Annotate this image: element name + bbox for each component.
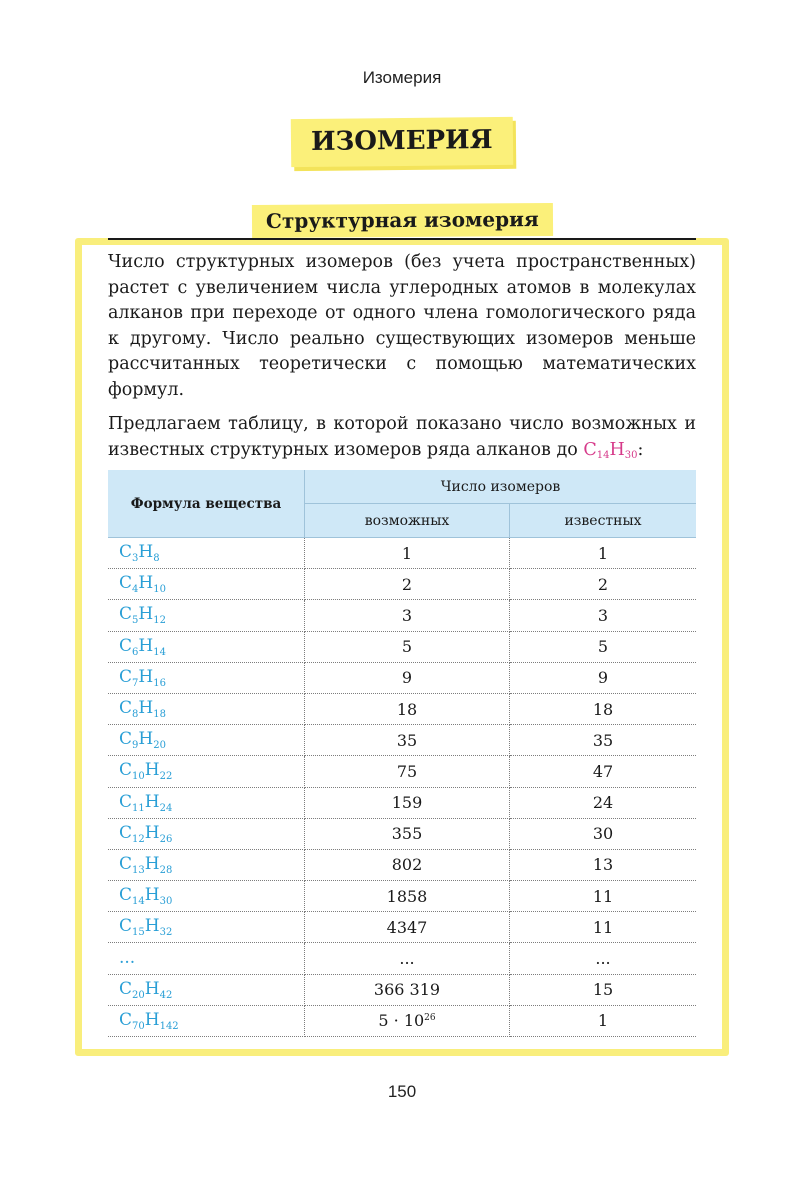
known-cell: 15 bbox=[510, 974, 696, 1005]
known-cell: 1 bbox=[510, 1005, 696, 1036]
known-cell: 30 bbox=[510, 818, 696, 849]
formula-cell: $C_{70}H_{142}$ bbox=[108, 1005, 305, 1036]
table-row bbox=[108, 881, 696, 912]
section-rule bbox=[108, 238, 696, 240]
paragraph-2-text: Предлагаем таблицу, в которой показано число возможных и известных структурных изомеров ряда алканов до bbox=[108, 414, 696, 460]
table-row bbox=[108, 787, 696, 818]
table-row bbox=[108, 538, 696, 569]
chapter-title: ИЗОМЕРИЯ bbox=[291, 117, 513, 167]
known-cell: 24 bbox=[510, 787, 696, 818]
formula-cell: ... bbox=[108, 943, 305, 974]
table-row bbox=[108, 943, 696, 974]
possible-cell: 355 bbox=[305, 818, 510, 849]
formula-cell: $C_5H_{12}$ bbox=[108, 600, 305, 631]
known-cell: 2 bbox=[510, 569, 696, 600]
possible-cell: 3 bbox=[305, 600, 510, 631]
paragraph-2: Предлагаем таблицу, в которой показано число возможных и известных структурных изомеров ряда алканов до $C_{14}H_{30}$: bbox=[108, 414, 696, 461]
table-row bbox=[108, 974, 696, 1005]
formula-cell: $C_{12}H_{26}$ bbox=[108, 818, 305, 849]
header-possible: возможных bbox=[305, 504, 510, 538]
formula-cell: $C_{15}H_{32}$ bbox=[108, 912, 305, 943]
running-head: Изомерия bbox=[362, 68, 442, 87]
table-row bbox=[108, 569, 696, 600]
paragraph-1: Число структурных изомеров (без учета пространственных) растет с увеличением числа углеродных атомов в молекулах алканов при переходе от одного члена гомологического ряда к другому. Число реально существующих изомеров меньше рассчитанных теоретически с помощью математических формул. bbox=[108, 252, 696, 400]
formula-cell: $C_9H_{20}$ bbox=[108, 725, 305, 756]
section-title: Структурная изомерия bbox=[252, 203, 553, 238]
formula-c14h30: $C_{14}H_{30}$ bbox=[583, 439, 638, 461]
formula-cell: $C_{14}H_{30}$ bbox=[108, 881, 305, 912]
known-cell: 5 bbox=[510, 631, 696, 662]
header-count: Число изомеров bbox=[305, 470, 697, 504]
possible-cell: 1 bbox=[305, 538, 510, 569]
header-known: известных bbox=[510, 504, 696, 538]
known-cell: 1 bbox=[510, 538, 696, 569]
possible-cell: ... bbox=[305, 943, 510, 974]
known-cell: 18 bbox=[510, 693, 696, 724]
possible-cell: 5 bbox=[305, 631, 510, 662]
known-cell: 35 bbox=[510, 725, 696, 756]
possible-cell: 1858 bbox=[305, 881, 510, 912]
known-cell: 47 bbox=[510, 756, 696, 787]
possible-cell: 75 bbox=[305, 756, 510, 787]
possible-cell: 9 bbox=[305, 662, 510, 693]
formula-cell: $C_{13}H_{28}$ bbox=[108, 849, 305, 880]
formula-cell: $C_{11}H_{24}$ bbox=[108, 787, 305, 818]
known-cell: 9 bbox=[510, 662, 696, 693]
known-cell: 11 bbox=[510, 912, 696, 943]
possible-cell: 159 bbox=[305, 787, 510, 818]
possible-cell: 4347 bbox=[305, 912, 510, 943]
possible-cell: 366 319 bbox=[305, 974, 510, 1005]
known-cell: 13 bbox=[510, 849, 696, 880]
possible-cell: 18 bbox=[305, 693, 510, 724]
possible-cell: 2 bbox=[305, 569, 510, 600]
table-row bbox=[108, 756, 696, 787]
possible-cell: $5 \cdot 10^{26}$ bbox=[305, 1005, 510, 1036]
page-number: 150 bbox=[387, 1082, 417, 1101]
table-row bbox=[108, 818, 696, 849]
known-cell: 3 bbox=[510, 600, 696, 631]
formula-cell: $C_7H_{16}$ bbox=[108, 662, 305, 693]
known-cell: ... bbox=[510, 943, 696, 974]
known-cell: 11 bbox=[510, 881, 696, 912]
table-row bbox=[108, 1005, 696, 1036]
formula-cell: $C_{10}H_{22}$ bbox=[108, 756, 305, 787]
table-row bbox=[108, 631, 696, 662]
formula-cell: $C_8H_{18}$ bbox=[108, 693, 305, 724]
possible-cell: 802 bbox=[305, 849, 510, 880]
header-formula: Формула вещества bbox=[108, 470, 305, 538]
formula-cell: $C_4H_{10}$ bbox=[108, 569, 305, 600]
table-row bbox=[108, 849, 696, 880]
table-row bbox=[108, 912, 696, 943]
formula-cell: $C_{20}H_{42}$ bbox=[108, 974, 305, 1005]
table-row bbox=[108, 725, 696, 756]
formula-cell: $C_6H_{14}$ bbox=[108, 631, 305, 662]
table-row bbox=[108, 693, 696, 724]
formula-cell: $C_3H_8$ bbox=[108, 538, 305, 569]
isomers-table bbox=[108, 470, 696, 1037]
table-row bbox=[108, 600, 696, 631]
table-row bbox=[108, 662, 696, 693]
possible-cell: 35 bbox=[305, 725, 510, 756]
